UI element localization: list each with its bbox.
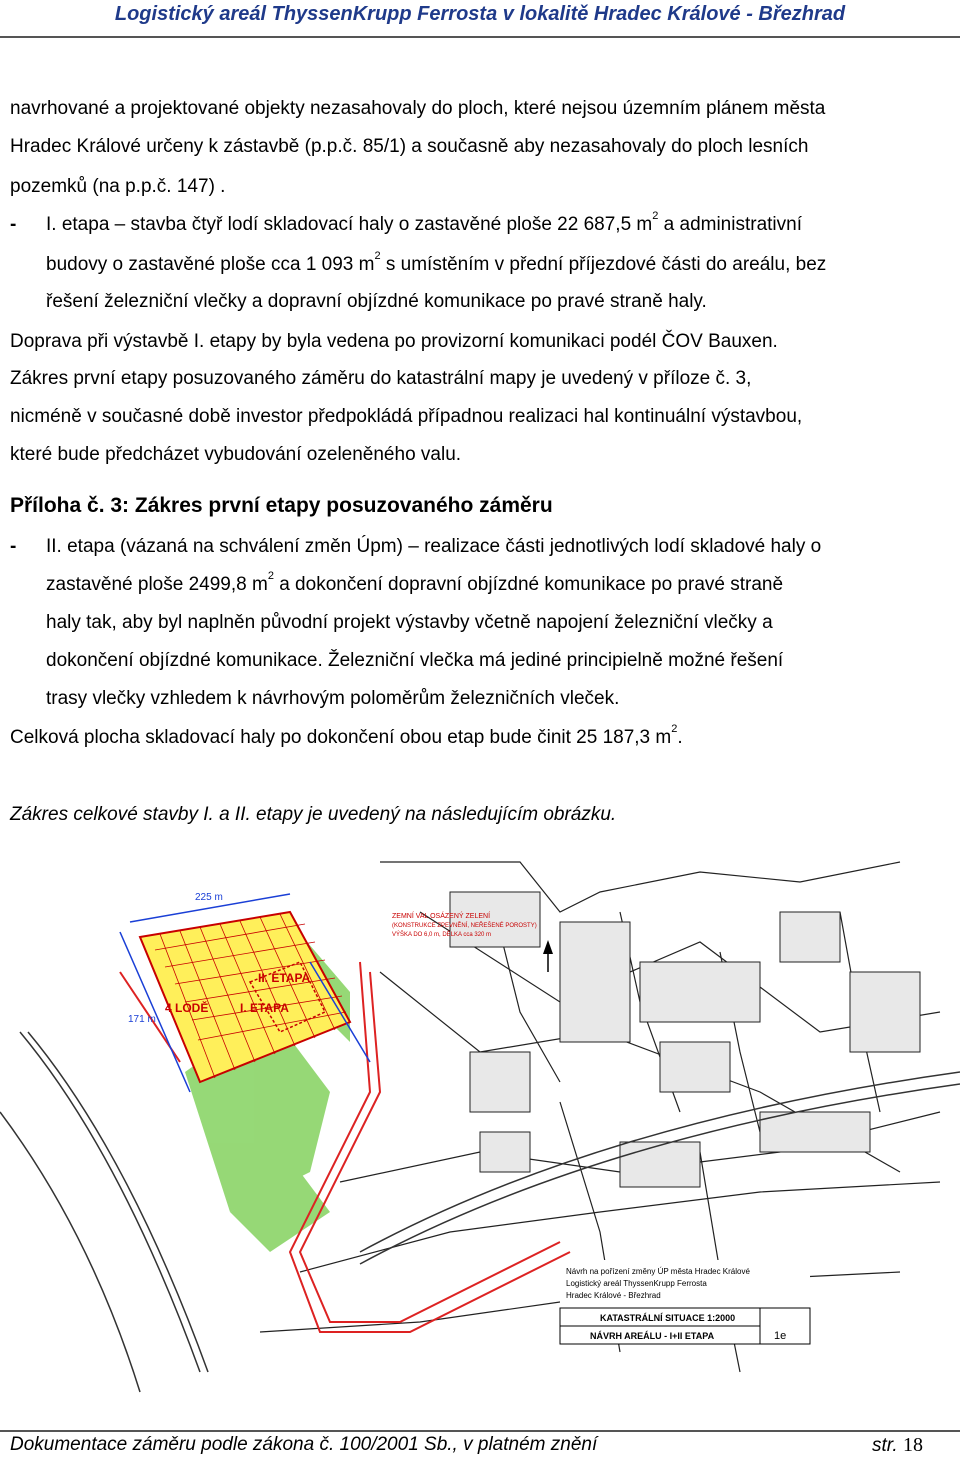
footer-page-number: 18 xyxy=(902,1434,923,1456)
item2-sup: 2 xyxy=(267,570,274,582)
footer-right xyxy=(872,1434,923,1457)
box-line-1: Návrh na pořízení změny ÚP města Hradec Králové xyxy=(566,1267,750,1276)
item2-line3: haly tak, aby byl naplněn původní projekt výstavby včetně napojení železniční vlečky a xyxy=(46,612,773,633)
dim-label-1: 225 m xyxy=(195,892,223,903)
note-line-2: (KONSTRUKCE ZPEVNĚNÍ, NEŘEŠENÉ POROSTY) xyxy=(392,923,537,929)
item1-line3: řešení železniční vlečky a dopravní objízdné komunikace po pravé straně haly. xyxy=(46,291,707,312)
item1-line2 xyxy=(46,250,827,276)
item1-line1-a: I. etapa – stavba čtyř lodí skladovací haly o zastavěné ploše 22 687,5 m xyxy=(46,214,653,235)
page-header: Logistický areál ThyssenKrupp Ferrosta v lokalitě Hradec Králové - Březhrad xyxy=(114,3,846,25)
appendix-heading: Příloha č. 3: Zákres první etapy posuzovaného záměru xyxy=(10,494,553,517)
para1-line3: pozemků (na p.p.č. 147) . xyxy=(10,176,226,197)
footer-rule xyxy=(0,1430,960,1432)
figure-caption: Zákres celkové stavby I. a II. etapy je uvedený na následujícím obrázku. xyxy=(10,804,617,825)
total-area-end: . xyxy=(677,727,683,748)
label-etapa-2: II. ETAPA xyxy=(258,971,311,985)
total-area-text: Celková plocha skladovací haly po dokončení obou etap bude činit 25 187,3 m xyxy=(10,727,672,748)
para1-line1: navrhované a projektované objekty nezasahovaly do ploch, které nejsou územním plánem města xyxy=(10,98,826,119)
item1-line2-a: budovy o zastavěné ploše cca 1 093 m xyxy=(46,254,375,275)
note-line-1: ZEMNÍ VAL OSÁZENÝ ZELENÍ xyxy=(392,913,491,920)
para1-line2: Hradec Králové určeny k zástavbě (p.p.č. 85/1) a současně aby nezasahovaly do ploch lesních xyxy=(10,136,809,157)
box-line-2: Logistický areál ThyssenKrupp Ferrosta xyxy=(566,1279,707,1288)
item2-line4: dokončení objízdné komunikace. Železniční vlečka má jediné principielně možné řešení xyxy=(46,650,784,671)
site-map xyxy=(0,852,960,1412)
item1-sup1: 2 xyxy=(652,210,659,222)
box-title-2: NÁVRH AREÁLU - I+II ETAPA xyxy=(590,1331,715,1341)
box-number: 1e xyxy=(774,1330,787,1342)
total-area-sup: 2 xyxy=(671,723,678,735)
list-dash-2: - xyxy=(10,536,17,557)
item1-line2-b: s umístěním v přední příjezdové části do areálu, bez xyxy=(380,254,827,275)
item1-line1-b: a administrativní xyxy=(658,214,802,235)
item2-line1: II. etapa (vázaná na schválení změn Úpm) – realizace části jednotlivých lodí skladové haly o xyxy=(46,536,822,557)
box-title-1: KATASTRÁLNÍ SITUACE 1:2000 xyxy=(600,1313,736,1323)
box-line-3: Hradec Králové - Březhrad xyxy=(566,1291,661,1300)
dim-label-2: 171 m xyxy=(128,1014,156,1025)
total-area-line xyxy=(10,723,683,749)
footer-page-label: str. xyxy=(872,1435,903,1456)
para2-line2: Zákres první etapy posuzovaného záměru do katastrální mapy je uvedený v příloze č. 3, xyxy=(10,368,752,389)
item1-sup2: 2 xyxy=(374,250,381,262)
header-rule xyxy=(0,36,960,38)
para2-line3: nicméně v současné době investor předpokládá případnou realizaci hal kontinuální výstavbou, xyxy=(10,406,803,427)
label-lode: 4 LODĚ xyxy=(165,1001,209,1015)
note-line-3: VÝŠKA DO 6,0 m, DÉLKA cca 320 m xyxy=(392,932,492,938)
item1-line1 xyxy=(46,210,802,236)
item2-line2 xyxy=(46,570,784,596)
label-etapa-1: I. ETAPA xyxy=(240,1001,289,1015)
list-dash-1: - xyxy=(10,214,17,235)
item2-line2-a: zastavěné ploše 2499,8 m xyxy=(46,574,268,595)
item2-line5: trasy vlečky vzhledem k návrhovým poloměrům železničních vleček. xyxy=(46,688,620,709)
footer-left: Dokumentace záměru podle zákona č. 100/2001 Sb., v platném znění xyxy=(10,1434,598,1455)
para2-line1: Doprava při výstavbě I. etapy by byla vedena po provizorní komunikaci podél ČOV Bauxen. xyxy=(10,331,778,352)
para2-line4: které bude předcházet vybudování ozeleněného valu. xyxy=(10,444,462,465)
item2-line2-b: a dokončení dopravní objízdné komunikace po pravé straně xyxy=(273,574,784,595)
